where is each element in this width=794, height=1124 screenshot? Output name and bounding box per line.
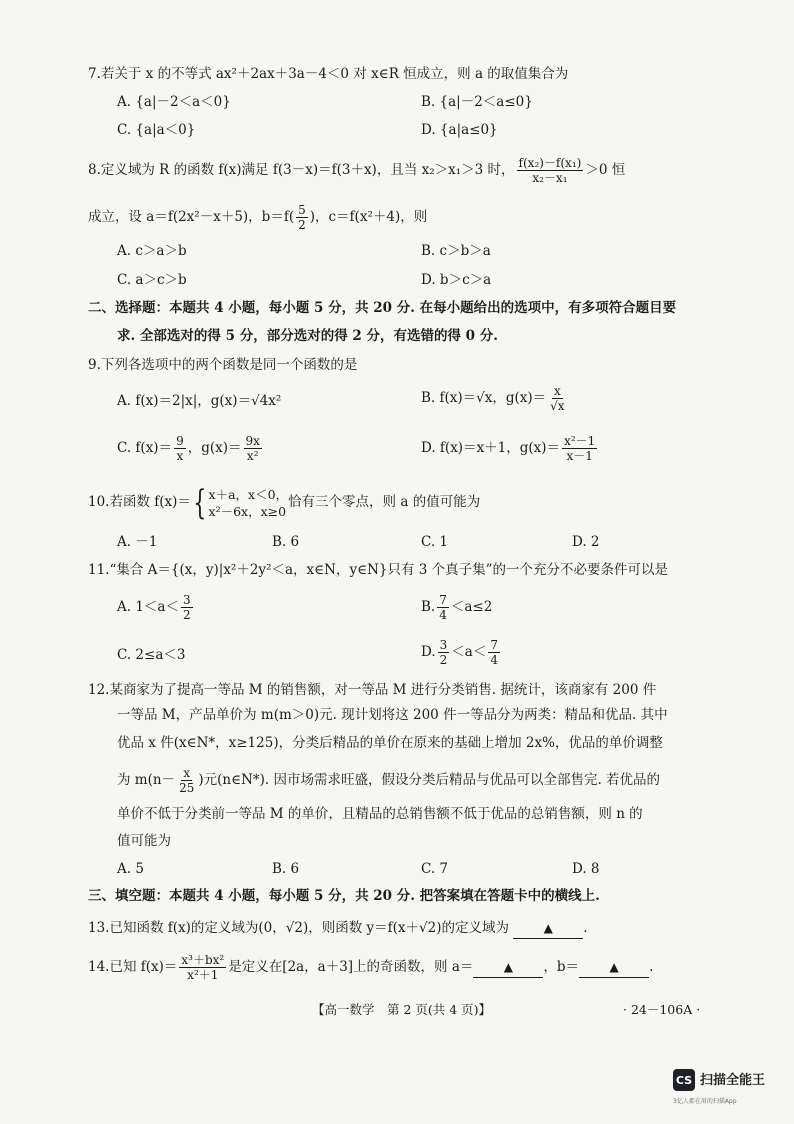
q9-d-denominator: x－1 — [566, 449, 593, 463]
q12-line4-end: )元(n∈N*). 因市场需求旺盛，假设分类后精品与优品可以全部售完. 若优品的 — [198, 772, 661, 788]
q11-option-a-text: A. 1＜a＜ — [117, 599, 179, 615]
q14-answer-blank-b[interactable]: ▲ — [579, 957, 649, 978]
q8-b-fraction — [296, 203, 308, 232]
q12-fraction — [177, 766, 196, 795]
q12-line2: 一等品 M，产品单价为 m(m＞0)元. 现计划将这 200 件一等品分为两类：精品和优品. 其中 — [117, 707, 668, 723]
q9-stem: 9.下列各选项中的两个函数是同一个函数的是 — [88, 357, 358, 373]
q9-c-numerator1: 9 — [176, 434, 184, 448]
q9-option-b-text: B. f(x)＝√x，g(x)＝ — [421, 390, 547, 406]
q12-option-d: D. 8 — [572, 861, 600, 877]
q7-stem: 7.若关于 x 的不等式 ax²＋2ax＋3a－4＜0 对 x∈R 恒成立，则 a 的取值集合为 — [88, 66, 569, 82]
q11-option-d-fraction2 — [488, 638, 500, 667]
q9-option-c-fraction1 — [174, 434, 186, 463]
q11-stem: 11.“集合 A＝{(x，y)|x²＋2y²＜a，x∈N，y∈N}只有 3 个真子集”的一个充分不必要条件可以是 — [88, 562, 669, 578]
q14-stem-cont: 是定义在[2a，a＋3]上的奇函数，则 a＝ — [228, 959, 474, 975]
q11-d-numerator1: 3 — [439, 638, 448, 652]
q14-denominator: x²＋1 — [187, 968, 219, 982]
q10-stem-text: 10.若函数 f(x)＝ — [88, 494, 191, 510]
q14-stem — [88, 953, 653, 982]
q10-piecewise — [209, 486, 289, 520]
q9-option-b — [421, 384, 569, 413]
q7-option-a: A. {a|－2＜a＜0} — [117, 94, 231, 110]
watermark-tagline: 3亿人都在用的扫描App — [673, 1098, 737, 1105]
q9-option-a: A. f(x)＝2|x|，g(x)＝√4x² — [117, 393, 282, 409]
q8-stem-text: 8.定义域为 R 的函数 f(x)满足 f(3－x)＝f(3＋x)，且当 x₂＞x₁＞3 时， — [88, 162, 515, 178]
q11-d-denominator2: 4 — [490, 653, 498, 667]
q10-stem-end: 恰有三个零点，则 a 的值可能为 — [288, 494, 481, 510]
exam-code: · 24－106A · — [623, 1002, 701, 1017]
watermark-app-name: 扫描全能王 — [700, 1073, 766, 1088]
q13-end: . — [583, 920, 588, 936]
q13-answer-blank[interactable]: ▲ — [513, 918, 583, 939]
q11-a-denominator: 2 — [182, 608, 191, 622]
q8-fraction — [517, 156, 584, 185]
q10-option-a: A. －1 — [117, 534, 158, 550]
q11-b-numerator: 7 — [439, 593, 447, 607]
q9-option-c-fraction2 — [244, 434, 262, 463]
q8-line2-text: 成立，设 a＝f(2x²－x＋5)，b＝f( — [88, 209, 295, 225]
q11-b-denominator: 4 — [439, 608, 447, 622]
q8-fraction-numerator: f(x₂)－f(x₁) — [518, 156, 582, 170]
q11-option-b-fraction — [437, 593, 449, 622]
q14-stem-text: 14.已知 f(x)＝ — [88, 959, 178, 975]
q11-option-c: C. 2≤a＜3 — [117, 647, 186, 663]
q8-option-a: A. c＞a＞b — [117, 243, 187, 259]
q10-piece2: x²－6x，x≥0 — [208, 503, 287, 519]
q12-line6: 值可能为 — [117, 833, 171, 849]
q12-line4 — [117, 766, 660, 795]
q10-piece1: x＋a，x＜0， — [208, 486, 289, 502]
q8-line2 — [88, 203, 427, 232]
q9-c-numerator2: 9x — [245, 434, 260, 448]
q14-end: . — [649, 959, 654, 975]
q11-option-a — [117, 593, 195, 622]
section3-heading: 三、填空题：本题共 4 小题，每小题 5 分，共 20 分. 把答案填在答题卡中的横线上. — [88, 888, 600, 904]
q11-a-numerator: 3 — [182, 593, 191, 607]
q9-c-denominator1: x — [176, 449, 184, 463]
q8-fraction-denominator: x₂－x₁ — [532, 171, 568, 185]
q14-fraction — [179, 953, 226, 982]
q12-option-c: C. 7 — [421, 861, 449, 877]
q11-option-d-text: D. — [421, 644, 436, 660]
q9-option-c — [117, 434, 264, 463]
q9-b-denominator: √x — [550, 399, 565, 413]
q12-numerator: x — [183, 766, 191, 780]
q11-option-d-fraction1 — [438, 638, 450, 667]
q12-denominator: 25 — [179, 781, 195, 795]
q11-option-d-mid: ＜a＜ — [451, 644, 487, 660]
q9-option-d-text: D. f(x)＝x＋1，g(x)＝ — [421, 440, 561, 456]
q10-option-d: D. 2 — [572, 534, 600, 550]
q11-option-d — [421, 638, 502, 667]
q11-option-b — [421, 593, 492, 622]
q9-option-c-text: C. f(x)＝ — [117, 440, 173, 456]
q9-option-d-fraction — [562, 434, 597, 463]
q10-brace: { — [193, 482, 207, 523]
q11-d-denominator1: 2 — [439, 653, 448, 667]
q8-b-numerator: 5 — [298, 203, 306, 217]
q13-stem — [88, 918, 588, 939]
q14-numerator: x³＋bx² — [181, 953, 225, 967]
q9-b-numerator: x — [553, 384, 561, 398]
q12-option-a: A. 5 — [117, 861, 144, 877]
q12-line1: 12.某商家为了提高一等品 M 的销售额，对一等品 M 进行分类销售. 据统计，该商家有 200 件 — [88, 682, 657, 698]
q9-option-d — [421, 434, 599, 463]
q12-line3: 优品 x 件(x∈N*，x≥125)，分类后精品的单价在原来的基础上增加 2x%，优品的单价调整 — [117, 735, 663, 751]
q9-option-c-mid: ，g(x)＝ — [187, 440, 242, 456]
q10-option-b: B. 6 — [272, 534, 300, 550]
camscanner-logo-icon: CS — [673, 1069, 695, 1091]
q11-option-a-fraction — [181, 593, 193, 622]
q7-option-d: D. {a|a≤0} — [421, 122, 498, 138]
q11-option-b-text: B. — [421, 599, 436, 615]
q8-option-b: B. c＞b＞a — [421, 243, 491, 259]
q12-line5: 单价不低于分类前一等品 M 的单价，且精品的总销售额不低于优品的总销售额，则 n 的 — [117, 806, 643, 822]
section2-heading-cont: 求. 全部选对的得 5 分，部分选对的得 2 分，有选错的得 0 分. — [117, 328, 498, 344]
q8-b-denominator: 2 — [298, 218, 306, 232]
q12-line4-text: 为 m(n－ — [117, 772, 176, 788]
q11-d-numerator2: 7 — [490, 638, 498, 652]
q9-option-b-fraction — [548, 384, 566, 413]
q14-mid: ，b＝ — [543, 959, 580, 975]
q14-answer-blank-a[interactable]: ▲ — [473, 957, 543, 978]
q8-option-d: D. b＞c＞a — [421, 272, 492, 288]
q11-option-b-end: ＜a≤2 — [450, 599, 493, 615]
q10-option-c: C. 1 — [421, 534, 449, 550]
q12-option-b: B. 6 — [272, 861, 300, 877]
q9-c-denominator2: x² — [246, 449, 259, 463]
q13-stem-text: 13.已知函数 f(x)的定义域为(0，√2)，则函数 y＝f(x＋√2)的定义域为 — [88, 920, 509, 936]
q7-option-c: C. {a|a＜0} — [117, 122, 196, 138]
q8-stem-end: ＞0 恒 — [585, 162, 626, 178]
q8-line2-end: )，c＝f(x²＋4)，则 — [309, 209, 428, 225]
q8-stem — [88, 156, 625, 185]
q8-option-c: C. a＞c＞b — [117, 272, 187, 288]
section2-heading: 二、选择题：本题共 4 小题，每小题 5 分，共 20 分. 在每小题给出的选项中，有多项符合题目要 — [88, 300, 677, 316]
q9-d-numerator: x²－1 — [564, 434, 596, 448]
q7-option-b: B. {a|－2＜a≤0} — [421, 94, 533, 110]
q10-stem — [88, 482, 480, 522]
page-footer: 【高一数学 第 2 页(共 4 页)】 — [312, 1002, 492, 1017]
